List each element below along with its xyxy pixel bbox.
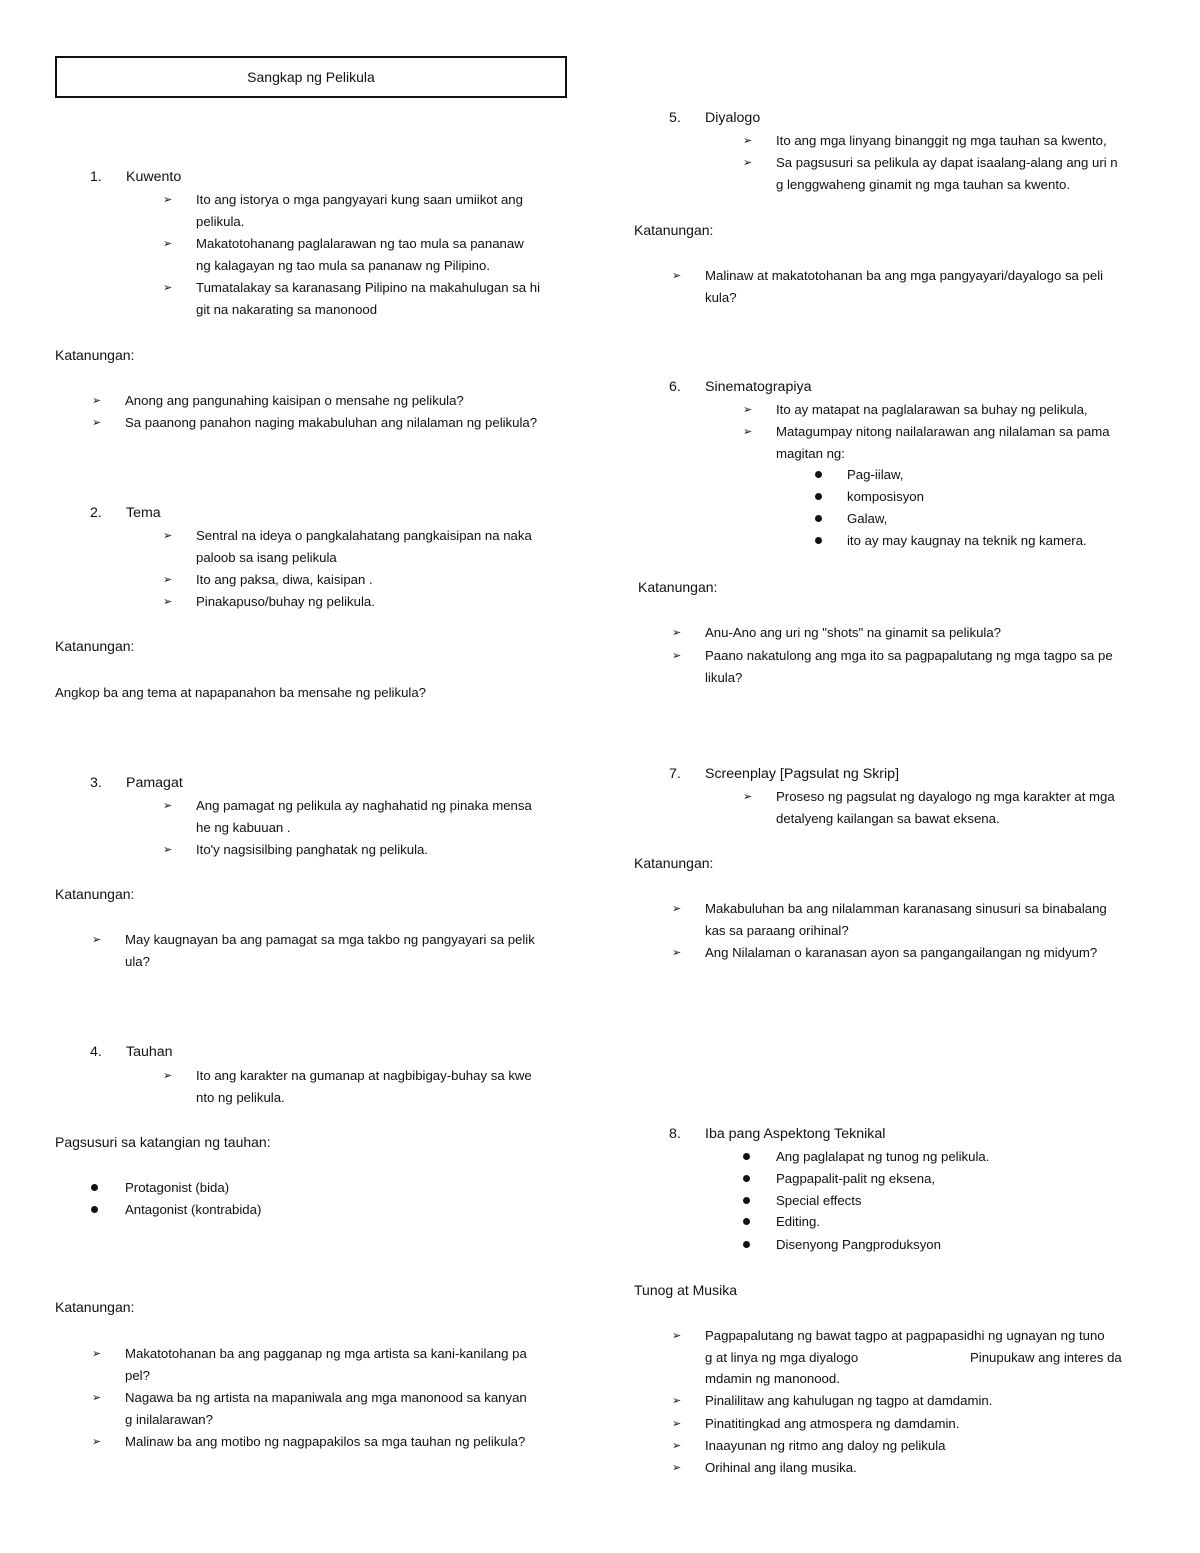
arrow-bullet-icon: ➢ xyxy=(163,574,173,586)
sub-bullet-text: Ang paglalapat ng tunog ng pelikula. xyxy=(776,1149,990,1164)
bullet-dot-icon xyxy=(91,1206,98,1213)
bullet-dot-icon xyxy=(91,1184,98,1191)
section-heading-aspektong-teknikal xyxy=(669,1123,885,1145)
music-text: Pinupukaw ang interes da xyxy=(970,1350,1122,1365)
arrow-bullet-icon: ➢ xyxy=(743,791,753,803)
question-text: kas sa paraang orihinal? xyxy=(705,923,849,938)
question-text: Anong ang pangunahing kaisipan o mensahe ng pelikula? xyxy=(125,393,464,408)
section-heading-screenplay xyxy=(669,763,899,785)
arrow-bullet-icon: ➢ xyxy=(672,650,682,662)
arrow-bullet-icon: ➢ xyxy=(672,627,682,639)
section-title: Iba pang Aspektong Teknikal xyxy=(705,1126,886,1142)
arrow-bullet-icon: ➢ xyxy=(672,1330,682,1342)
question-text: Angkop ba ang tema at napapanahon ba mensahe ng pelikula? xyxy=(55,685,427,700)
bullet-text: ng kalagayan ng tao mula sa pananaw ng Pilipino. xyxy=(196,258,490,273)
section-number: 4. xyxy=(90,1044,102,1060)
bullet-text: g lenggwaheng ginamit ng mga tauhan sa kwento. xyxy=(776,177,1070,192)
question-text: Sa paanong panahon naging makabuluhan ang nilalaman ng pelikula? xyxy=(125,415,538,430)
arrow-bullet-icon: ➢ xyxy=(743,426,753,438)
section-heading-tauhan xyxy=(90,1041,173,1063)
katanungan-label: Katanungan: xyxy=(55,347,135,363)
music-text: Pinalilitaw ang kahulugan ng tagpo at damdamin. xyxy=(705,1393,993,1408)
arrow-bullet-icon: ➢ xyxy=(743,157,753,169)
section-number: 7. xyxy=(669,766,681,782)
section-title: Sinematograpiya xyxy=(705,379,812,395)
katanungan-label: Katanungan: xyxy=(638,579,718,595)
section-title: Tema xyxy=(126,505,161,521)
question-text: Anu-Ano ang uri ng "shots" na ginamit sa pelikula? xyxy=(705,625,1002,640)
bullet-text: git na nakarating sa manonood xyxy=(196,302,378,317)
bullet-text: Makatotohanang paglalarawan ng tao mula sa pananaw xyxy=(196,236,524,251)
arrow-bullet-icon: ➢ xyxy=(163,1070,173,1082)
sub-bullet-text: Pagpapalit-palit ng eksena, xyxy=(776,1171,936,1186)
arrow-bullet-icon: ➢ xyxy=(92,417,102,429)
arrow-bullet-icon: ➢ xyxy=(163,282,173,294)
arrow-bullet-icon: ➢ xyxy=(672,1395,682,1407)
analysis-label: Pagsusuri sa katangian ng tauhan: xyxy=(55,1134,271,1150)
section-heading-diyalogo xyxy=(669,107,760,129)
question-text: Nagawa ba ng artista na mapaniwala ang mga manonood sa kanyan xyxy=(125,1390,527,1405)
bullet-dot-icon xyxy=(743,1218,750,1225)
section-number: 3. xyxy=(90,775,102,791)
bullet-text: Ito ang paksa, diwa, kaisipan . xyxy=(196,572,373,587)
section-heading-sinematograpiya xyxy=(669,376,811,398)
bullet-text: Ang pamagat ng pelikula ay naghahatid ng pinaka mensa xyxy=(196,798,532,813)
bullet-dot-icon xyxy=(743,1175,750,1182)
bullet-text: Sentral na ideya o pangkalahatang pangkaisipan na naka xyxy=(196,528,532,543)
katanungan-label: Katanungan: xyxy=(634,855,714,871)
question-text: Paano nakatulong ang mga ito sa pagpapalutang ng mga tagpo sa pe xyxy=(705,648,1113,663)
arrow-bullet-icon: ➢ xyxy=(743,404,753,416)
bullet-text: Tumatalakay sa karanasang Pilipino na makahulugan sa hi xyxy=(196,280,541,295)
character-type: Antagonist (kontrabida) xyxy=(125,1202,262,1217)
bullet-dot-icon xyxy=(743,1197,750,1204)
section-title: Diyalogo xyxy=(705,110,761,126)
arrow-bullet-icon: ➢ xyxy=(672,1462,682,1474)
sub-bullet-text: Pag-iilaw, xyxy=(847,467,904,482)
music-text: Orihinal ang ilang musika. xyxy=(705,1460,857,1475)
character-type: Protagonist (bida) xyxy=(125,1180,230,1195)
section-heading-pamagat xyxy=(90,772,183,794)
bullet-text: Matagumpay nitong nailalarawan ang nilalaman sa pama xyxy=(776,424,1110,439)
question-text: Ang Nilalaman o karanasan ayon sa pangangailangan ng midyum? xyxy=(705,945,1098,960)
music-text: Pagpapalutang ng bawat tagpo at pagpapasidhi ng ugnayan ng tuno xyxy=(705,1328,1105,1343)
question-text: likula? xyxy=(705,670,743,685)
bullet-text: Ito'y nagsisilbing panghatak ng pelikula. xyxy=(196,842,428,857)
bullet-dot-icon xyxy=(815,471,822,478)
katanungan-label: Katanungan: xyxy=(55,1299,135,1315)
arrow-bullet-icon: ➢ xyxy=(672,903,682,915)
question-text: Makatotohanan ba ang pagganap ng mga artista sa kani-kanilang pa xyxy=(125,1346,527,1361)
music-text: mdamin ng manonood. xyxy=(705,1371,840,1386)
arrow-bullet-icon: ➢ xyxy=(163,194,173,206)
section-title: Kuwento xyxy=(126,169,182,185)
arrow-bullet-icon: ➢ xyxy=(92,395,102,407)
sub-bullet-text: Editing. xyxy=(776,1214,820,1229)
sub-bullet-text: Disenyong Pangproduksyon xyxy=(776,1237,941,1252)
section-heading-kuwento xyxy=(90,166,181,188)
bullet-text: paloob sa isang pelikula xyxy=(196,550,337,565)
sub-bullet-text: Galaw, xyxy=(847,511,888,526)
katanungan-label: Katanungan: xyxy=(634,222,714,238)
section-title: Tauhan xyxy=(126,1044,173,1060)
sub-bullet-text: Special effects xyxy=(776,1193,862,1208)
bullet-dot-icon xyxy=(815,537,822,544)
arrow-bullet-icon: ➢ xyxy=(92,1436,102,1448)
section-number: 8. xyxy=(669,1126,681,1142)
section-number: 5. xyxy=(669,110,681,126)
section-heading-tema xyxy=(90,502,161,524)
question-text: ula? xyxy=(125,954,150,969)
katanungan-label: Katanungan: xyxy=(55,886,135,902)
katanungan-label: Katanungan: xyxy=(55,638,135,654)
arrow-bullet-icon: ➢ xyxy=(163,800,173,812)
arrow-bullet-icon: ➢ xyxy=(92,1392,102,1404)
question-text: pel? xyxy=(125,1368,150,1383)
bullet-dot-icon xyxy=(743,1241,750,1248)
bullet-text: Pinakapuso/buhay ng pelikula. xyxy=(196,594,375,609)
arrow-bullet-icon: ➢ xyxy=(92,1348,102,1360)
bullet-text: he ng kabuuan . xyxy=(196,820,291,835)
bullet-text: Ito ang karakter na gumanap at nagbibigay-buhay sa kwe xyxy=(196,1068,532,1083)
arrow-bullet-icon: ➢ xyxy=(92,934,102,946)
bullet-dot-icon xyxy=(743,1153,750,1160)
arrow-bullet-icon: ➢ xyxy=(672,947,682,959)
sub-bullet-text: komposisyon xyxy=(847,489,924,504)
arrow-bullet-icon: ➢ xyxy=(163,238,173,250)
arrow-bullet-icon: ➢ xyxy=(743,135,753,147)
music-text: Pinatitingkad ang atmospera ng damdamin. xyxy=(705,1416,960,1431)
section-title: Screenplay [Pagsulat ng Skrip] xyxy=(705,766,900,782)
question-text: Malinaw ba ang motibo ng nagpapakilos sa mga tauhan ng pelikula? xyxy=(125,1434,526,1449)
bullet-text: Sa pagsusuri sa pelikula ay dapat isaalang-alang ang uri n xyxy=(776,155,1118,170)
question-text: kula? xyxy=(705,290,737,305)
bullet-text: nto ng pelikula. xyxy=(196,1090,285,1105)
sub-bullet-text: ito ay may kaugnay na teknik ng kamera. xyxy=(847,533,1087,548)
question-text: Malinaw at makatotohanan ba ang mga pangyayari/dayalogo sa peli xyxy=(705,268,1104,283)
question-text: May kaugnayan ba ang pamagat sa mga takbo ng pangyayari sa pelik xyxy=(125,932,535,947)
question-text: Makabuluhan ba ang nilalamman karanasang sinusuri sa binabalang xyxy=(705,901,1107,916)
bullet-text: Proseso ng pagsulat ng dayalogo ng mga karakter at mga xyxy=(776,789,1115,804)
section-number: 2. xyxy=(90,505,102,521)
bullet-text: Ito ay matapat na paglalarawan sa buhay ng pelikula, xyxy=(776,402,1088,417)
arrow-bullet-icon: ➢ xyxy=(672,270,682,282)
bullet-text: Ito ang istorya o mga pangyayari kung saan umiikot ang xyxy=(196,192,523,207)
music-text: Inaayunan ng ritmo ang daloy ng pelikula xyxy=(705,1438,946,1453)
bullet-dot-icon xyxy=(815,493,822,500)
bullet-text: Ito ang mga linyang binanggit ng mga tauhan sa kwento, xyxy=(776,133,1107,148)
music-heading: Tunog at Musika xyxy=(634,1282,737,1298)
arrow-bullet-icon: ➢ xyxy=(672,1418,682,1430)
bullet-text: detalyeng kailangan sa bawat eksena. xyxy=(776,811,1000,826)
page-title: Sangkap ng Pelikula xyxy=(55,56,567,98)
section-number: 6. xyxy=(669,379,681,395)
section-title: Pamagat xyxy=(126,775,183,791)
bullet-text: pelikula. xyxy=(196,214,245,229)
arrow-bullet-icon: ➢ xyxy=(163,530,173,542)
question-text: g inilalarawan? xyxy=(125,1412,213,1427)
bullet-text: magitan ng: xyxy=(776,446,845,461)
arrow-bullet-icon: ➢ xyxy=(163,596,173,608)
arrow-bullet-icon: ➢ xyxy=(672,1440,682,1452)
bullet-dot-icon xyxy=(815,515,822,522)
section-number: 1. xyxy=(90,169,102,185)
arrow-bullet-icon: ➢ xyxy=(163,844,173,856)
music-text: g at linya ng mga diyalogo xyxy=(705,1350,859,1365)
